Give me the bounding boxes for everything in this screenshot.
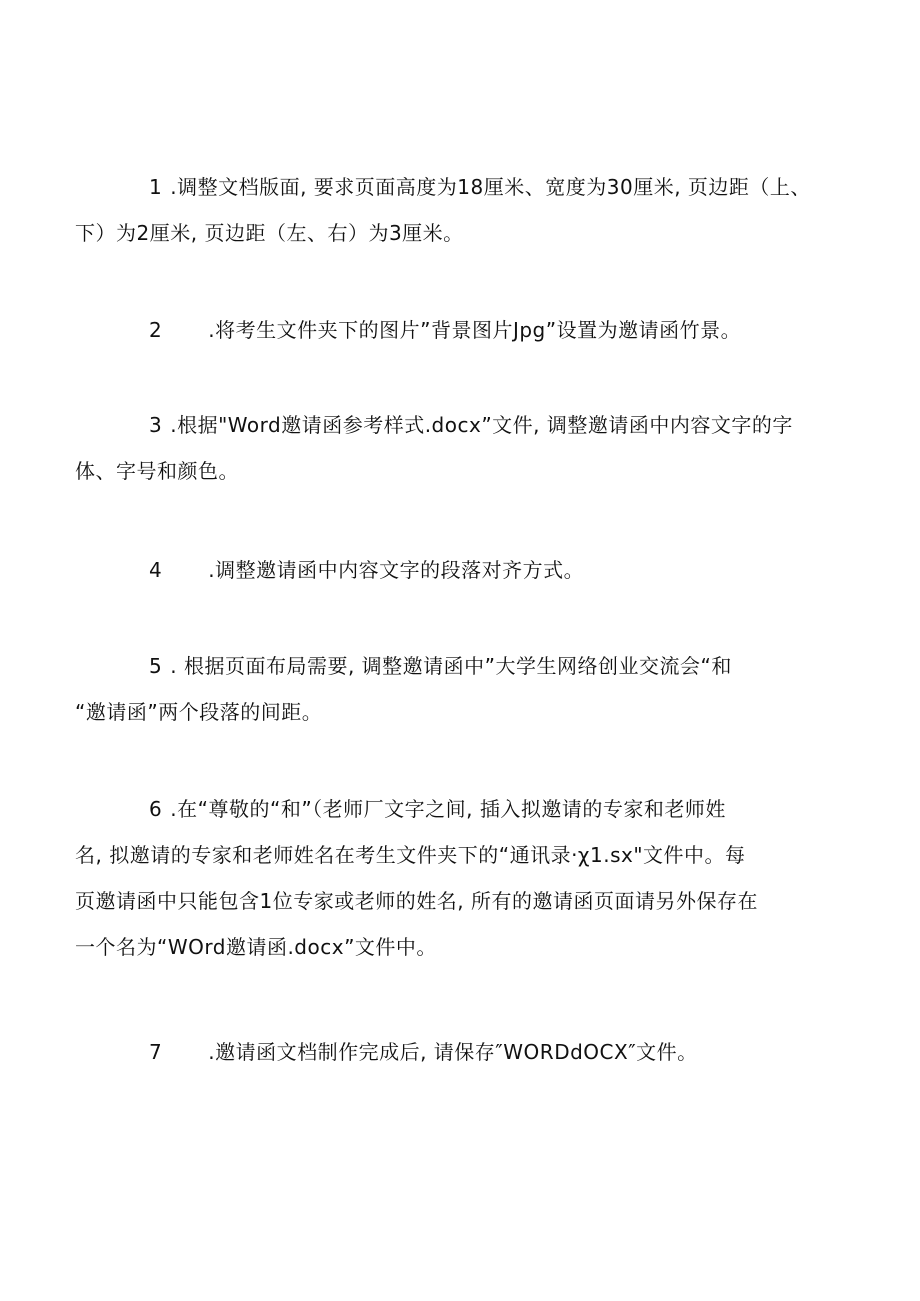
item-number: 5	[149, 654, 163, 678]
item-number: 2	[149, 318, 163, 342]
list-item-1	[75, 164, 835, 256]
list-item-3	[75, 402, 835, 494]
item-text-line: 下）为2厘米, 页边距（左、右）为3厘米。	[75, 221, 464, 245]
item-text-line: 名, 拟邀请的专家和老师姓名在考生文件夹下的“通讯录·χ1.sx"文件中。每	[75, 843, 746, 867]
item-number: 1	[149, 175, 163, 199]
item-text-line: 一个名为“WOrd邀请函.docx”文件中。	[75, 935, 437, 959]
item-text-line: .调整文档版面, 要求页面高度为18厘米、宽度为30厘米, 页边距（上、	[170, 175, 811, 199]
item-number: 7	[149, 1040, 163, 1064]
item-text-line: . 根据页面布局需要, 调整邀请函中”大学生网络创业交流会“和	[170, 654, 732, 678]
list-item-6	[75, 786, 835, 970]
item-text-line: 页邀请函中只能包含1位专家或老师的姓名, 所有的邀请函页面请另外保存在	[75, 889, 758, 913]
item-text-line: .调整邀请函中内容文字的段落对齐方式。	[208, 558, 585, 582]
item-text-line: .根据"Word邀请函参考样式.docx”文件, 调整邀请函中内容文字的字	[170, 413, 793, 437]
item-text-line: .在“尊敬的“和”（老师厂文字之间, 插入拟邀请的专家和老师姓	[170, 797, 726, 821]
item-text-line: “邀请函”两个段落的间距。	[75, 700, 323, 724]
item-number: 3	[149, 413, 163, 437]
item-number: 6	[149, 797, 163, 821]
list-item-4	[75, 547, 835, 593]
list-item-2	[75, 307, 835, 353]
list-item-7	[75, 1029, 835, 1075]
item-number: 4	[149, 558, 163, 582]
item-text-line: .将考生文件夹下的图片”背景图片Jpg”设置为邀请函竹景。	[208, 318, 742, 342]
item-text-line: 体、字号和颜色。	[75, 459, 239, 483]
list-item-5	[75, 643, 835, 735]
item-text-line: .邀请函文档制作完成后, 请保存″WORDdOCX″文件。	[208, 1040, 698, 1064]
